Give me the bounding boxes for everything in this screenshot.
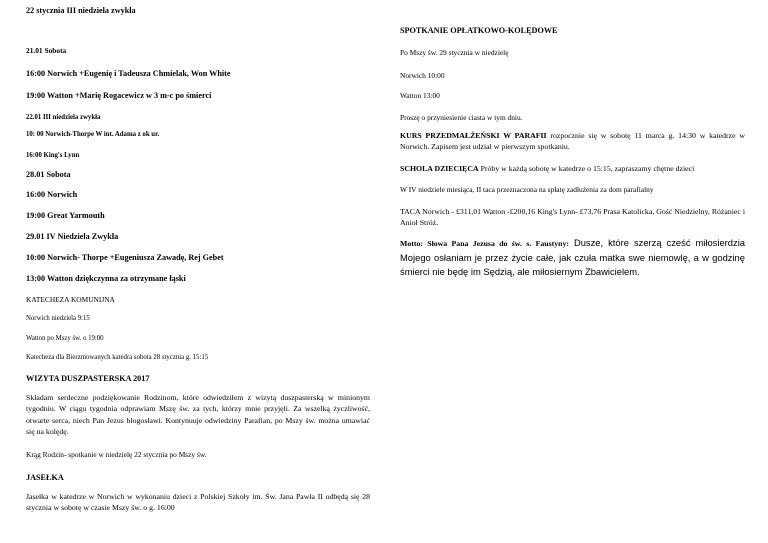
spotkanie-line: Po Mszy św. 29 stycznia w niedzielę <box>400 48 509 57</box>
schedule-line: 19:00 Great Yarmouth <box>26 211 105 220</box>
catechesis-line: Katecheza dla Bierzmowanych katedra sobota 28 stycznia g. 15:15 <box>26 354 209 361</box>
motto-label: Motto: Słowa Pana Jezusa do św. s. Faustyny: <box>400 239 569 248</box>
taca-paragraph: TACA Norwich - £311,01 Watton -£200,16 King's Lynn- £73,76 Prasa Katolicka, Gość Niedzielny, Różaniec i Anioł Stróż. <box>400 207 745 228</box>
schedule-line: 16:00 Norwich <box>26 190 78 199</box>
schedule-line: 16:00 King's Lynn <box>26 152 80 159</box>
schola-paragraph <box>400 163 745 174</box>
schedule-line: 19:00 Watton +Marię Rogacewicz w 3 m-c po śmierci <box>26 91 212 100</box>
krag-line: Krąg Rodzin- spotkanie w niedzielę 22 stycznia po Mszy św. <box>26 450 207 459</box>
spotkanie-line: Proszę o przyniesienie ciasta w tym dniu. <box>400 113 523 122</box>
sunday-heading: 22 stycznia III niedziela zwykła <box>26 6 136 15</box>
jaselka-paragraph: Jasełka w katedrze w Norwich w wykonaniu dzieci z Polskiej Szkoły im. Św. Jana Pawła II odbędą się 28 stycznia w sobotę w czasie Mszy św. o g. 16:00 <box>26 492 370 513</box>
schedule-line: 13:00 Watton dziękczynna za otrzymane łąski <box>26 274 186 283</box>
schola-label: SCHOLA DZIECIĘCA <box>400 164 479 173</box>
catechesis-line: Watton po Mszy św. o 19:00 <box>26 335 104 342</box>
motto-paragraph <box>400 236 745 280</box>
taca-note: W IV niedziele miesiąca, II taca przeznaczona na spłatę zadłużenia za dom parafialny <box>400 185 654 194</box>
catechesis-line: Norwich niedziela 9:15 <box>26 315 90 322</box>
spotkanie-heading: SPOTKANIE OPŁATKOWO-KOLĘDOWE <box>400 26 558 35</box>
wizyta-heading: WIZYTA DUSZPASTERSKA 2017 <box>26 374 150 383</box>
schedule-line: 10: 00 Norwich-Thorpe W int. Adama z ok ur. <box>26 131 160 138</box>
schedule-line: 21.01 Sobota <box>26 46 67 55</box>
kurs-paragraph <box>400 130 745 153</box>
catechesis-heading: KATECHEZA KOMUNIJNA <box>26 295 115 304</box>
kurs-label: KURS PRZEDMAŁŻEŃSKI W PARAFII <box>400 131 547 140</box>
motto-text: Dusze, które szerzą cześć miłosierdzia Mojego osłaniam je przez życie całe, jak czuła matka swe niemowlę, a w godzinę śmierci nie będę im Sędzią, ale miłosiernym Zbawicielem. <box>400 237 745 277</box>
schedule-line: 28.01 Sobota <box>26 170 71 179</box>
spotkanie-line: Watton 13:00 <box>400 91 440 100</box>
jaselka-heading: JASEŁKA <box>26 473 64 482</box>
schedule-line: 22.01 III niedziela zwykła <box>26 114 101 121</box>
spotkanie-line: Norwich 10:00 <box>400 71 445 80</box>
schedule-line: 16:00 Norwich +Eugenię i Tadeusza Chmielak, Won White <box>26 69 231 78</box>
schola-text: Próby w każdą sobotę w katedrze o 15:15, zapraszamy chętne dzieci <box>478 164 695 173</box>
wizyta-paragraph: Składam serdeczne podziękowanie Rodzinom, które odwiedziłem z wizytą duszpasterską w minionym tygodniu. W ciągu tygodnia odprawiam Mszę św. za tych, którzy mnie przyjęli. Za wszelką życzliwość, otwarte serca, niech Pan Jezus błogosławi. Kontynuuje odwiedziny Parafian, po Mszy św. można umawiać się na kolędę. <box>26 393 370 437</box>
schedule-line: 10:00 Norwich- Thorpe +Eugeniusza Zawadę, Rej Gebet <box>26 253 224 262</box>
schedule-line: 29.01 IV Niedziela Zwykła <box>26 232 119 241</box>
kurs-text: rozpocznie się w sobotę 11 marca g. 14:30 w katedrze w Norwich. Zapisem jest udział w pierwszym spotkaniu. <box>400 131 745 152</box>
